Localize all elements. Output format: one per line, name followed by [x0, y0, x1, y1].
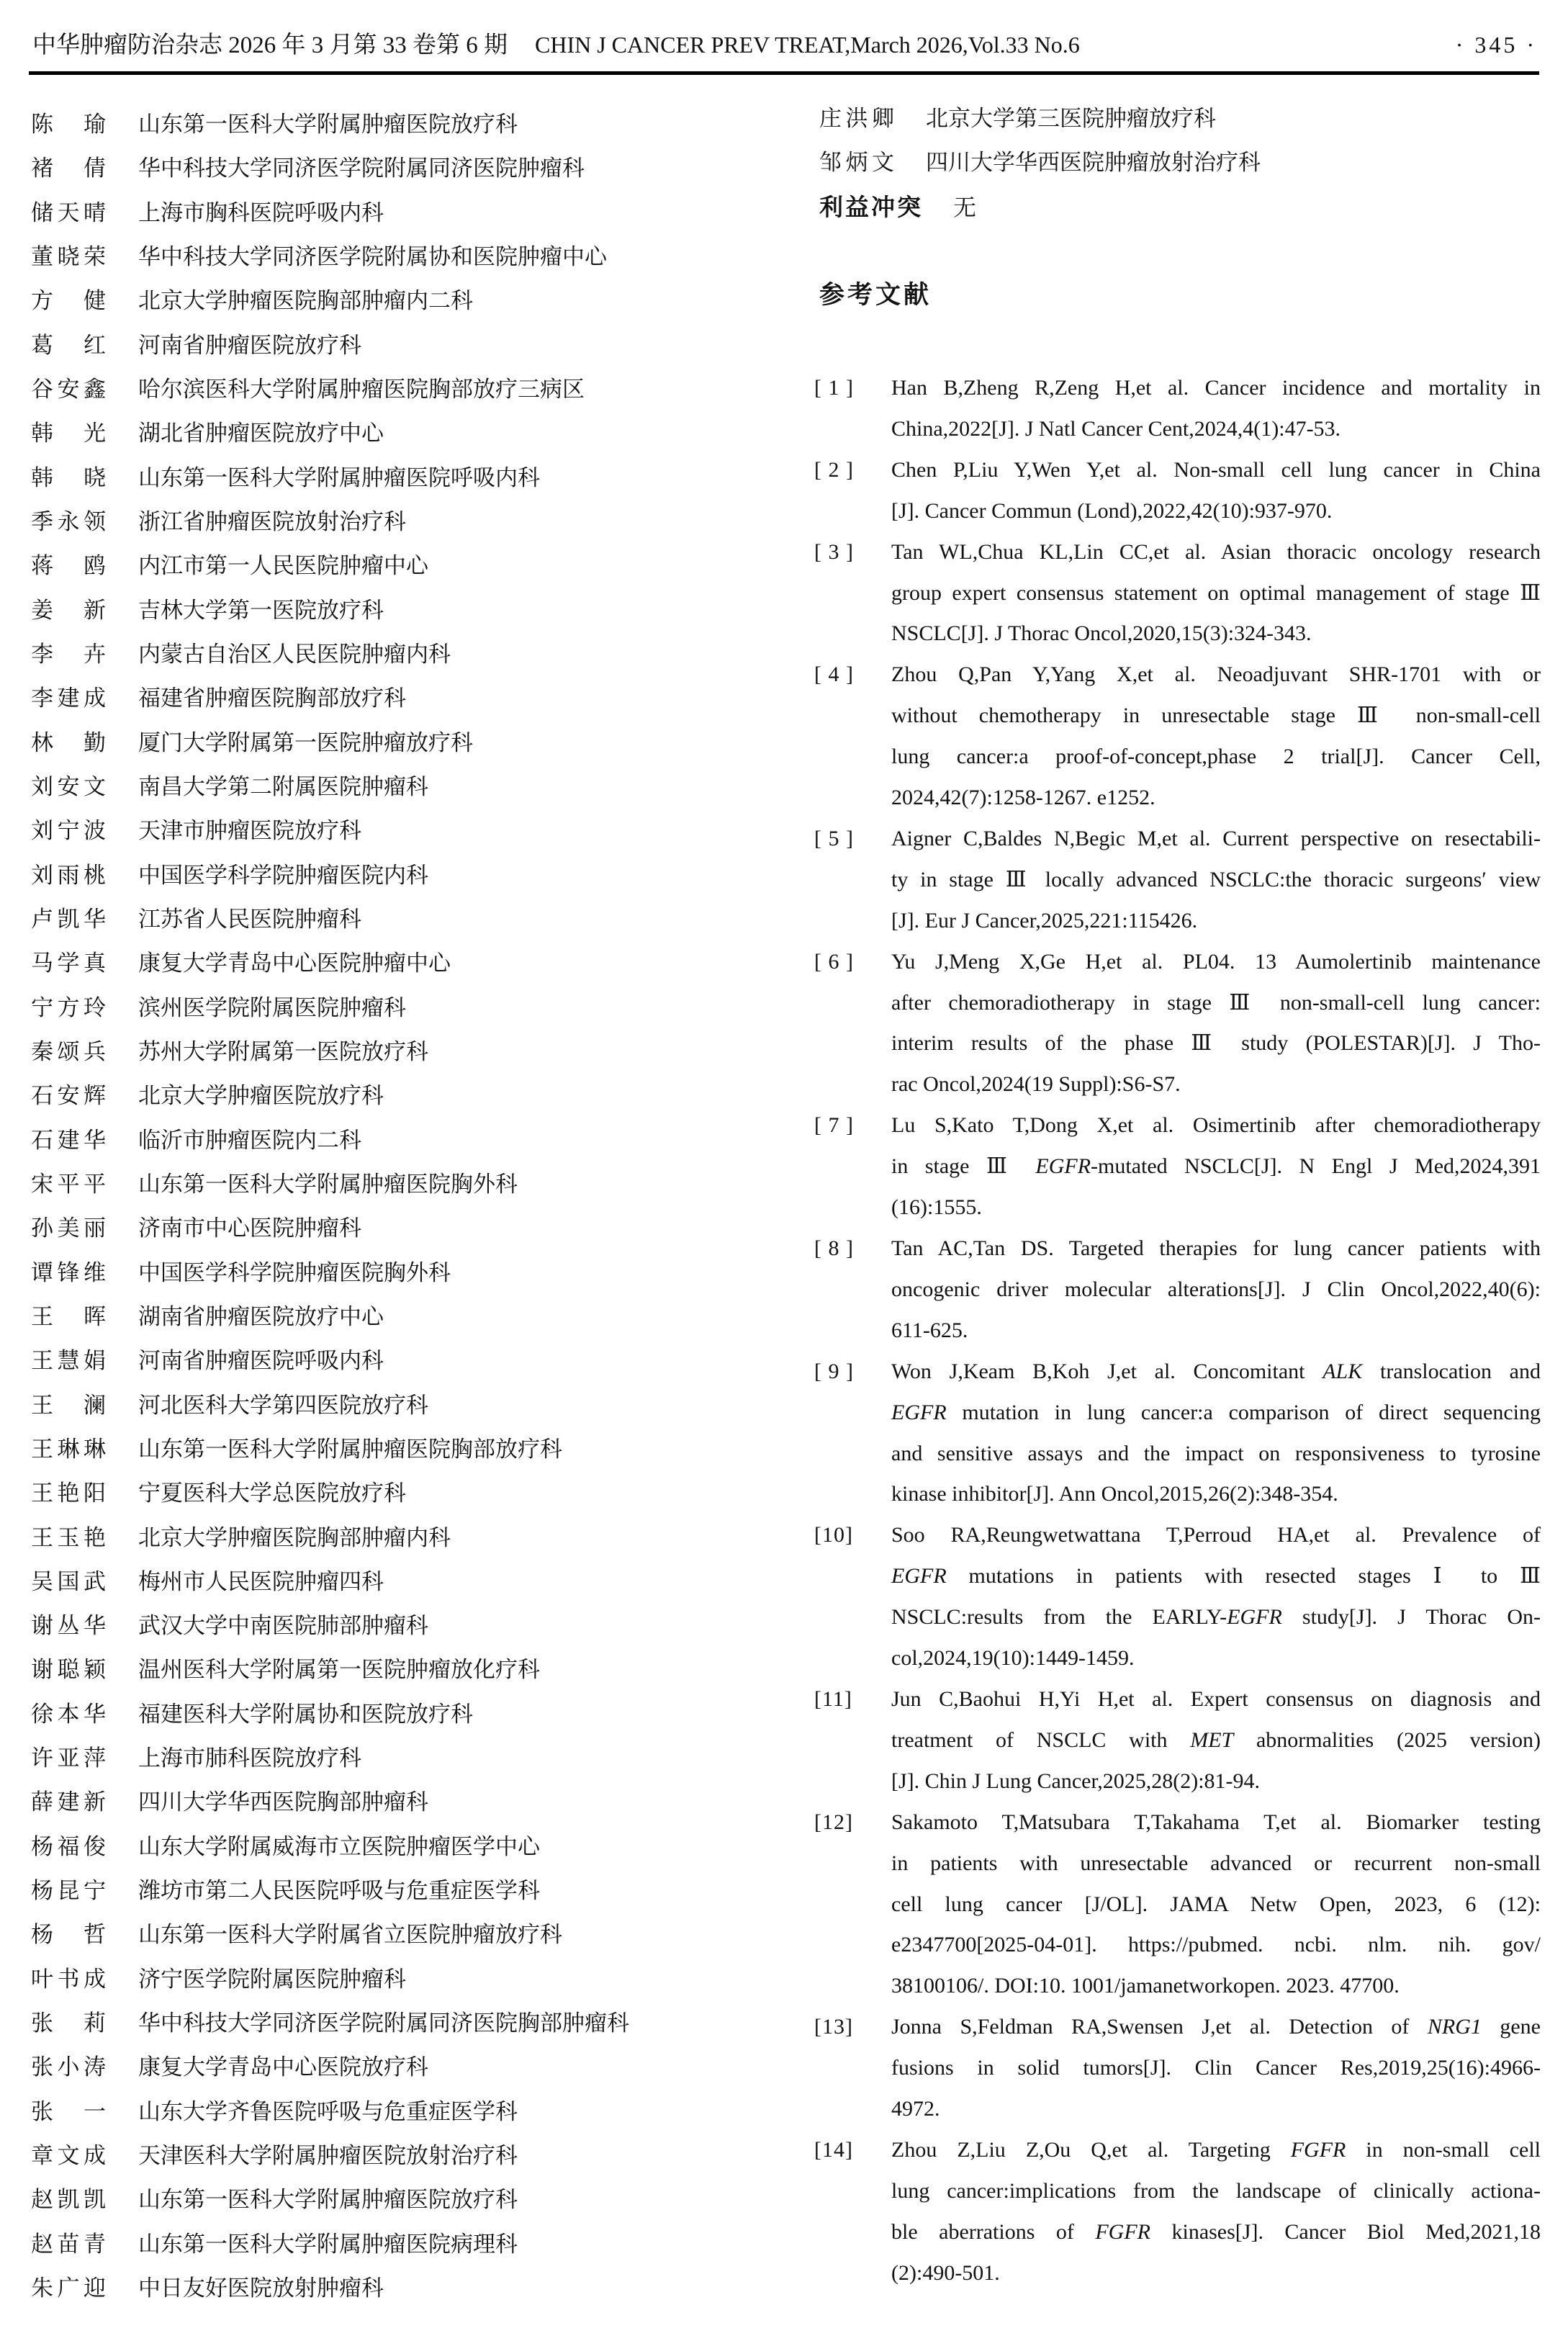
contributor-affiliation: 苏州大学附属第一医院放疗科 — [138, 1038, 428, 1064]
contributor-affiliation: 潍坊市第二人民医院呼吸与危重症医学科 — [138, 1878, 540, 1904]
contributor-affiliation: 上海市胸科医院呼吸内科 — [138, 199, 384, 225]
reference-line: fusions in solid tumors[J]. Clin Cancer Res,2019,25(16):4966- — [891, 2056, 1541, 2080]
reference-item — [814, 1802, 1541, 2008]
reference-line: group expert consensus statement on optimal management of stage Ⅲ — [891, 580, 1541, 605]
contributor-name: 吴国武 — [31, 1568, 106, 1594]
contributor-affiliation: 华中科技大学同济医学院附属同济医院肿瘤科 — [138, 156, 585, 181]
contributor-name: 谢聪颖 — [31, 1657, 106, 1683]
contributor-name: 许亚萍 — [31, 1745, 106, 1771]
contributor-name: 刘安文 — [31, 773, 106, 799]
reference-number: [ 2 ] — [814, 457, 854, 482]
contributor-name: 张小涛 — [31, 2054, 106, 2080]
contributor-name: 章文成 — [31, 2143, 106, 2169]
contributor-name: 叶书成 — [31, 1966, 106, 1992]
reference-line: without chemotherapy in unresectable stage Ⅲ non-small-cell — [891, 704, 1541, 728]
contributor-affiliation: 济宁医学院附属医院肿瘤科 — [138, 1966, 406, 1992]
reference-line: [J]. Eur J Cancer,2025,221:115426. — [891, 908, 1198, 933]
contributor-affiliation: 宁夏医科大学总医院放疗科 — [138, 1480, 406, 1506]
contributor-row — [31, 1471, 780, 1515]
reference-item — [814, 655, 1541, 819]
contributor-affiliation: 厦门大学附属第一医院肿瘤放疗科 — [138, 729, 473, 755]
journal-title-en: CHIN J CANCER PREV TREAT,March 2026,Vol.33 No.6 — [535, 32, 1080, 58]
contributor-name: 朱广迎 — [31, 2275, 106, 2301]
reference-item — [814, 450, 1541, 532]
contributor-row — [31, 102, 780, 146]
reference-line: Won J,Keam B,Koh J,et al. Concomitant ALK translocation and — [891, 1359, 1541, 1383]
reference-line: lung cancer:a proof-of-concept,phase 2 trial[J]. Cancer Cell, — [891, 745, 1541, 769]
contributor-row — [31, 1162, 780, 1206]
contributor-name: 孙美丽 — [31, 1216, 106, 1241]
contributor-name: 储天晴 — [31, 199, 106, 225]
contributor-name: 石建华 — [31, 1127, 106, 1153]
reference-line: cell lung cancer [J/OL]. JAMA Netw Open, 2023, 6 (12): — [891, 1892, 1541, 1916]
contributor-name: 马学真 — [31, 951, 106, 976]
contributor-affiliation: 滨州医学院附属医院肿瘤科 — [138, 994, 406, 1020]
contributor-affiliation: 湖南省肿瘤医院放疗中心 — [138, 1303, 384, 1329]
reference-line: ble aberrations of FGFR kinases[J]. Cancer Biol Med,2021,18 — [891, 2219, 1541, 2244]
contributor-name: 韩 晓 — [31, 464, 106, 490]
reference-number: [11] — [814, 1686, 852, 1711]
contributor-row — [31, 1825, 780, 1869]
reference-item — [814, 2007, 1541, 2130]
reference-line: Yu J,Meng X,Ge H,et al. PL04. 13 Aumolertinib maintenance — [891, 949, 1541, 974]
contributor-row — [31, 146, 780, 190]
contributor-affiliation: 山东第一医科大学附属肿瘤医院呼吸内科 — [138, 464, 540, 490]
reference-item — [814, 1228, 1541, 1352]
reference-line: e2347700[2025-04-01]. https://pubmed. ncbi. nlm. nih. gov/ — [891, 1933, 1541, 1957]
reference-line: Zhou Z,Liu Z,Ou Q,et al. Targeting FGFR in non-small cell — [891, 2137, 1541, 2162]
contributor-name: 庄洪卿 — [819, 106, 894, 131]
reference-line: EGFR mutations in patients with resected stages Ⅰ to Ⅲ — [891, 1564, 1541, 1589]
reference-line: (16):1555. — [891, 1195, 982, 1220]
contributor-name: 褚 倩 — [31, 156, 106, 181]
contributors-column-right — [819, 96, 1541, 185]
reference-item — [814, 1679, 1541, 1802]
reference-line: 38100106/. DOI:10. 1001/jamanetworkopen. 2023. 47700. — [891, 1974, 1400, 1998]
reference-line: in patients with unresectable advanced or recurrent non-small — [891, 1851, 1541, 1875]
reference-line: NSCLC[J]. J Thorac Oncol,2020,15(3):324-343. — [891, 621, 1312, 646]
contributor-row — [31, 721, 780, 765]
contributor-affiliation: 温州医科大学附属第一医院肿瘤放化疗科 — [138, 1657, 540, 1683]
contributor-name: 杨福俊 — [31, 1833, 106, 1859]
contributor-affiliation: 四川大学华西医院肿瘤放射治疗科 — [926, 150, 1261, 176]
contributor-row — [31, 632, 780, 676]
contributor-affiliation: 天津市肿瘤医院放疗科 — [138, 818, 361, 844]
contributor-row — [31, 544, 780, 588]
contributor-row — [31, 2134, 780, 2178]
contributor-name: 宁方玲 — [31, 994, 106, 1020]
contributor-name: 宋平平 — [31, 1171, 106, 1197]
reference-item — [814, 819, 1541, 942]
reference-line: (2):490-501. — [891, 2260, 1000, 2285]
contributor-affiliation: 哈尔滨医科大学附属肿瘤医院胸部放疗三病区 — [138, 376, 585, 402]
reference-line: kinase inhibitor[J]. Ann Oncol,2015,26(2):348-354. — [891, 1482, 1338, 1506]
contributor-affiliation: 山东第一医科大学附属肿瘤医院胸外科 — [138, 1171, 518, 1197]
contributor-row — [31, 676, 780, 720]
right-column — [814, 96, 1541, 2294]
contributor-affiliation: 中国医学科学院肿瘤医院内科 — [138, 862, 428, 888]
contributor-affiliation: 北京大学肿瘤医院胸部肿瘤内二科 — [138, 288, 473, 314]
contributor-name: 石安辉 — [31, 1083, 106, 1109]
contributor-row — [31, 2178, 780, 2221]
reference-number: [ 4 ] — [814, 662, 854, 687]
contributor-name: 刘雨桃 — [31, 862, 106, 888]
page-number: · 345 · — [1455, 32, 1537, 58]
contributor-affiliation: 浙江省肿瘤医院放射治疗科 — [138, 508, 406, 534]
reference-line: col,2024,19(10):1449-1459. — [891, 1646, 1135, 1671]
contributor-row — [31, 456, 780, 500]
contributor-affiliation: 福建省肿瘤医院胸部放疗科 — [138, 686, 406, 711]
contributor-name: 卢凯华 — [31, 906, 106, 932]
contributor-name: 杨昆宁 — [31, 1878, 106, 1904]
reference-line: 2024,42(7):1258-1267. e1252. — [891, 786, 1155, 810]
contributor-affiliation: 河北医科大学第四医院放疗科 — [138, 1392, 428, 1418]
contributor-row — [31, 323, 780, 367]
contributor-name: 韩 光 — [31, 421, 106, 446]
contributor-row — [31, 1427, 780, 1471]
reference-number: [ 1 ] — [814, 375, 854, 400]
reference-line: oncogenic driver molecular alterations[J]. J Clin Oncol,2022,40(6): — [891, 1277, 1541, 1301]
contributor-row — [31, 1560, 780, 1604]
contributor-name: 方 健 — [31, 288, 106, 314]
contributor-name: 赵凯凯 — [31, 2187, 106, 2213]
contributor-row — [31, 1913, 780, 1956]
contributor-affiliation: 内蒙古自治区人民医院肿瘤内科 — [138, 641, 451, 667]
conflict-of-interest-value: 无 — [953, 194, 977, 220]
contributor-affiliation: 华中科技大学同济医学院附属同济医院胸部肿瘤科 — [138, 2010, 629, 2036]
contributor-name: 姜 新 — [31, 597, 106, 623]
reference-line: Tan AC,Tan DS. Targeted therapies for lung cancer patients with — [891, 1236, 1541, 1261]
contributor-affiliation: 山东第一医科大学附属肿瘤医院胸部放疗科 — [138, 1436, 562, 1462]
contributor-row — [31, 279, 780, 323]
reference-item — [814, 942, 1541, 1106]
contributor-affiliation: 河南省肿瘤医院呼吸内科 — [138, 1348, 384, 1374]
contributor-row — [31, 853, 780, 897]
reference-line: Lu S,Kato T,Dong X,et al. Osimertinib after chemoradiotherapy — [891, 1113, 1541, 1138]
reference-number: [12] — [814, 1810, 853, 1834]
contributor-name: 李 卉 — [31, 641, 106, 667]
contributor-row — [31, 367, 780, 411]
contributor-row — [31, 191, 780, 235]
contributor-row — [31, 986, 780, 1030]
contributor-name: 薛建新 — [31, 1789, 106, 1815]
contributor-name: 赵苗青 — [31, 2231, 106, 2257]
contributor-row — [31, 1251, 780, 1295]
contributor-affiliation: 山东第一医科大学附属肿瘤医院病理科 — [138, 2231, 518, 2257]
contributor-row — [31, 1383, 780, 1427]
reference-line: NSCLC:results from the EARLY-EGFR study[J]. J Thorac On- — [891, 1605, 1541, 1630]
contributor-name: 王琳琳 — [31, 1436, 106, 1462]
contributor-affiliation: 内江市第一人民医院肿瘤中心 — [138, 553, 428, 579]
contributor-affiliation: 山东第一医科大学附属肿瘤医院放疗科 — [138, 2187, 518, 2213]
contributor-name: 季永领 — [31, 508, 106, 534]
contributor-name: 秦颂兵 — [31, 1038, 106, 1064]
contributor-row — [31, 1074, 780, 1118]
contributor-row — [31, 411, 780, 455]
contributor-row — [31, 1206, 780, 1250]
contributor-row — [31, 2001, 780, 2045]
reference-line: Sakamoto T,Matsubara T,Takahama T,et al. Biomarker testing — [891, 1810, 1541, 1834]
contributor-row — [31, 1869, 780, 1913]
contributor-row — [819, 96, 1541, 140]
contributor-affiliation: 江苏省人民医院肿瘤科 — [138, 906, 361, 932]
contributor-affiliation: 河南省肿瘤医院放疗科 — [138, 332, 361, 358]
reference-number: [ 3 ] — [814, 539, 854, 564]
contributor-affiliation: 山东第一医科大学附属肿瘤医院放疗科 — [138, 112, 518, 137]
contributor-affiliation: 康复大学青岛中心医院放疗科 — [138, 2054, 428, 2080]
references-list — [814, 368, 1541, 2294]
contributor-name: 张 一 — [31, 2098, 106, 2124]
reference-line: and sensitive assays and the impact on responsiveness to tyrosine — [891, 1441, 1541, 1465]
reference-number: [14] — [814, 2137, 853, 2162]
reference-line: Jonna S,Feldman RA,Swensen J,et al. Detection of NRG1 gene — [891, 2015, 1541, 2039]
contributor-name: 王 晖 — [31, 1303, 106, 1329]
contributor-affiliation: 中国医学科学院肿瘤医院胸外科 — [138, 1259, 451, 1285]
reference-line: Aigner C,Baldes N,Begic M,et al. Current perspective on resectabili- — [891, 826, 1541, 850]
reference-line: in stage Ⅲ EGFR-mutated NSCLC[J]. N Engl J Med,2024,391 — [891, 1154, 1541, 1179]
contributor-affiliation: 北京大学第三医院肿瘤放疗科 — [926, 106, 1216, 131]
reference-line: after chemoradiotherapy in stage Ⅲ non-small-cell lung cancer: — [891, 990, 1541, 1015]
contributor-row — [31, 2266, 780, 2310]
contributor-row — [31, 588, 780, 632]
contributor-row — [31, 809, 780, 853]
contributor-name: 王 澜 — [31, 1392, 106, 1418]
contributor-name: 王慧娟 — [31, 1348, 106, 1374]
contributor-row — [31, 2222, 780, 2266]
reference-line: Han B,Zheng R,Zeng H,et al. Cancer incidence and mortality in — [891, 375, 1541, 400]
contributor-affiliation: 山东大学附属威海市立医院肿瘤医学中心 — [138, 1833, 540, 1859]
contributor-affiliation: 梅州市人民医院肿瘤四科 — [138, 1568, 384, 1594]
contributor-row — [31, 1295, 780, 1339]
reference-line: rac Oncol,2024(19 Suppl):S6-S7. — [891, 1072, 1181, 1097]
reference-line: EGFR mutation in lung cancer:a comparison of direct sequencing — [891, 1400, 1541, 1424]
reference-item — [814, 1515, 1541, 1679]
contributor-row — [31, 1516, 780, 1560]
contributor-row — [31, 500, 780, 544]
contributor-row — [31, 1957, 780, 2001]
reference-line: Chen P,Liu Y,Wen Y,et al. Non-small cell lung cancer in China — [891, 457, 1541, 482]
contributor-row — [31, 2090, 780, 2134]
contributor-affiliation: 中日友好医院放射肿瘤科 — [138, 2275, 384, 2301]
reference-line: Jun C,Baohui H,Yi H,et al. Expert consensus on diagnosis and — [891, 1686, 1541, 1711]
contributor-name: 蒋 鸥 — [31, 553, 106, 579]
contributor-affiliation: 上海市肺科医院放疗科 — [138, 1745, 361, 1771]
reference-line: ty in stage Ⅲ locally advanced NSCLC:the thoracic surgeons′ view — [891, 867, 1541, 891]
reference-line: 611-625. — [891, 1318, 968, 1342]
contributor-name: 李建成 — [31, 686, 106, 711]
reference-number: [10] — [814, 1523, 853, 1547]
reference-number: [ 9 ] — [814, 1359, 854, 1383]
contributor-affiliation: 四川大学华西医院胸部肿瘤科 — [138, 1789, 428, 1815]
contributor-affiliation: 南昌大学第二附属医院肿瘤科 — [138, 773, 428, 799]
reference-item — [814, 368, 1541, 450]
contributor-name: 陈 瑜 — [31, 112, 106, 137]
reference-line: [J]. Cancer Commun (Lond),2022,42(10):937-970. — [891, 498, 1333, 523]
contributor-row — [31, 1339, 780, 1383]
contributor-name: 徐本华 — [31, 1701, 106, 1727]
reference-line: interim results of the phase Ⅲ study (POLESTAR)[J]. J Tho- — [891, 1031, 1541, 1056]
contributor-affiliation: 临沂市肿瘤医院内二科 — [138, 1127, 361, 1153]
reference-item — [814, 1105, 1541, 1228]
contributor-name: 杨 哲 — [31, 1922, 106, 1948]
reference-number: [13] — [814, 2015, 853, 2039]
reference-item — [814, 1352, 1541, 1516]
contributor-affiliation: 北京大学肿瘤医院胸部肿瘤内科 — [138, 1524, 451, 1550]
contributor-name: 刘宁波 — [31, 818, 106, 844]
reference-number: [ 7 ] — [814, 1113, 854, 1138]
reference-line: China,2022[J]. J Natl Cancer Cent,2024,4(1):47-53. — [891, 416, 1341, 441]
contributor-row — [31, 1736, 780, 1780]
contributor-affiliation: 福建医科大学附属协和医院放疗科 — [138, 1701, 473, 1727]
contributor-row — [31, 1780, 780, 1824]
contributor-affiliation: 湖北省肿瘤医院放疗中心 — [138, 421, 384, 446]
contributor-row — [31, 1604, 780, 1648]
contributor-row — [819, 140, 1541, 184]
contributor-row — [31, 2045, 780, 2089]
contributor-affiliation: 康复大学青岛中心医院肿瘤中心 — [138, 951, 451, 976]
contributor-name: 张 莉 — [31, 2010, 106, 2036]
contributor-row — [31, 1118, 780, 1162]
contributor-row — [31, 1692, 780, 1736]
contributor-row — [31, 765, 780, 809]
contributor-affiliation: 山东大学齐鲁医院呼吸与危重症医学科 — [138, 2098, 518, 2124]
page-header — [32, 24, 1537, 66]
contributor-row — [31, 1030, 780, 1074]
reference-line: [J]. Chin J Lung Cancer,2025,28(2):81-94. — [891, 1769, 1261, 1793]
contributor-affiliation: 华中科技大学同济医学院附属协和医院肿瘤中心 — [138, 243, 607, 269]
contributor-name: 葛 红 — [31, 332, 106, 358]
conflict-of-interest-row — [819, 185, 1541, 229]
contributor-row — [31, 897, 780, 941]
reference-number: [ 5 ] — [814, 826, 854, 850]
reference-item — [814, 2130, 1541, 2294]
reference-line: Zhou Q,Pan Y,Yang X,et al. Neoadjuvant SHR-1701 with or — [891, 662, 1541, 687]
contributor-affiliation: 北京大学肿瘤医院放疗科 — [138, 1083, 384, 1109]
contributor-affiliation: 天津医科大学附属肿瘤医院放射治疗科 — [138, 2143, 518, 2169]
conflict-of-interest-label: 利益冲突 — [819, 193, 923, 220]
contributor-name: 谭锋维 — [31, 1259, 106, 1285]
references-heading: 参考文献 — [819, 280, 932, 309]
reference-line: treatment of NSCLC with MET abnormalities (2025 version) — [891, 1727, 1541, 1752]
journal-title-cn: 中华肿瘤防治杂志 2026 年 3 月第 33 卷第 6 期 — [32, 32, 508, 58]
contributor-name: 董晓荣 — [31, 243, 106, 269]
contributor-name: 谷安鑫 — [31, 376, 106, 402]
contributor-name: 林 勤 — [31, 729, 106, 755]
reference-item — [814, 532, 1541, 655]
contributor-row — [31, 235, 780, 279]
reference-number: [ 8 ] — [814, 1236, 854, 1261]
contributor-name: 王艳阳 — [31, 1480, 106, 1506]
reference-line: Tan WL,Chua KL,Lin CC,et al. Asian thoracic oncology research — [891, 539, 1541, 564]
reference-line: Soo RA,Reungwetwattana T,Perroud HA,et al. Prevalence of — [891, 1523, 1541, 1547]
reference-line: 4972. — [891, 2097, 940, 2121]
contributor-name: 邹炳文 — [819, 150, 894, 176]
contributors-column-left — [31, 102, 780, 2310]
reference-number: [ 6 ] — [814, 949, 854, 974]
header-rule — [29, 71, 1539, 75]
contributor-row — [31, 941, 780, 985]
contributor-affiliation: 吉林大学第一医院放疗科 — [138, 597, 384, 623]
contributor-affiliation: 济南市中心医院肿瘤科 — [138, 1216, 361, 1241]
contributor-affiliation: 山东第一医科大学附属省立医院肿瘤放疗科 — [138, 1922, 562, 1948]
reference-line: lung cancer:implications from the landscape of clinically actiona- — [891, 2178, 1541, 2203]
contributor-affiliation: 武汉大学中南医院肺部肿瘤科 — [138, 1613, 428, 1639]
contributor-name: 谢丛华 — [31, 1613, 106, 1639]
contributor-name: 王玉艳 — [31, 1524, 106, 1550]
contributor-row — [31, 1648, 780, 1691]
